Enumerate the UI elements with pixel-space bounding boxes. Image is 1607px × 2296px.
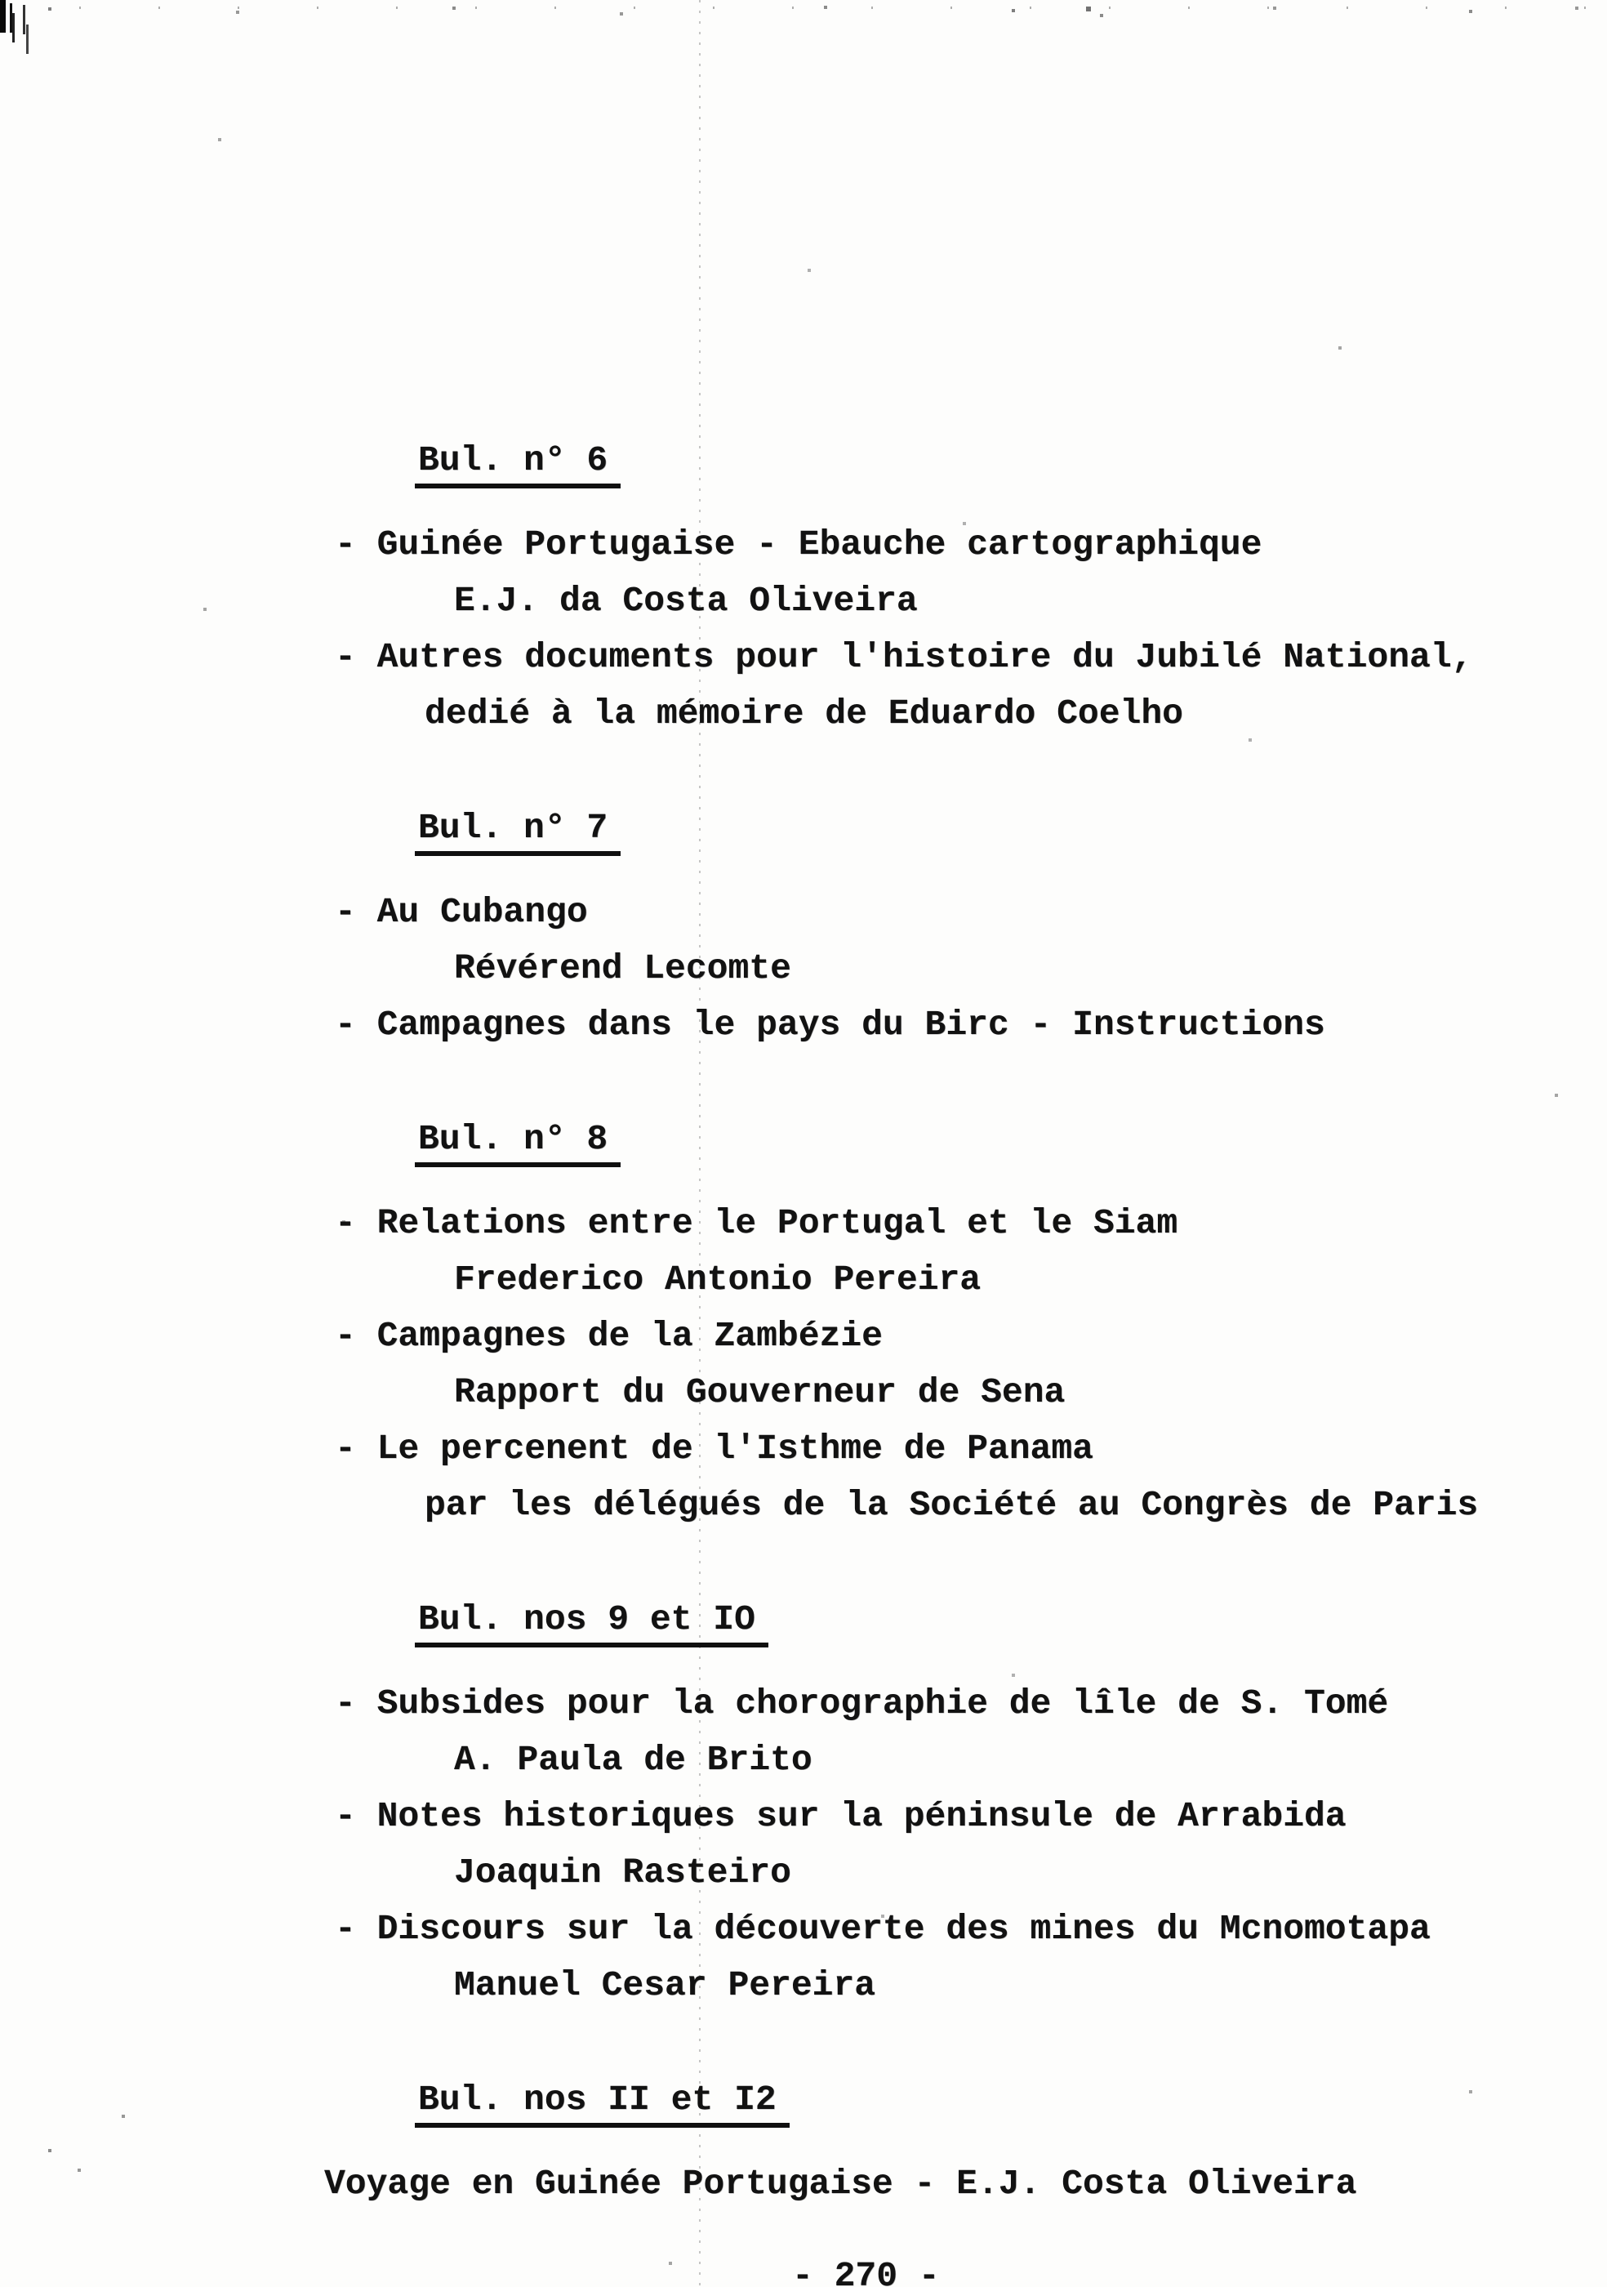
bulletin-heading-text: Bul. nos II et I2 [415,2082,790,2128]
bulletin-heading-text: Bul. n° 8 [415,1121,621,1167]
bulletin-heading [415,1121,1607,1167]
entry-line: - Discours sur la découverte des mines du Mcnomotapa [335,1909,1431,1949]
entry-line: - Notes historiques sur la péninsule de Arrabida [335,1796,1347,1836]
bulletin-heading-text: Bul. n° 7 [415,810,621,856]
bulletin-heading [415,1599,1607,1647]
bulletin-heading [415,2082,1607,2128]
bulletin-heading [415,810,1607,856]
bulletin-heading-text: Bul. n° 6 [415,443,621,488]
author-line: A. Paula de Brito [454,1740,812,1780]
entry-line: - Subsides pour la chorographie de lîle de S. Tomé [335,1683,1389,1723]
bulletin-heading-text: Bul. nos 9 et IO [415,1602,768,1647]
continuation-line: par les délégués de la Société au Congrès de Paris [425,1485,1479,1525]
entry-line: - Relations entre le Portugal et le Siam [335,1203,1178,1243]
entry-line: - Guinée Portugaise - Ebauche cartographique [335,524,1262,564]
author-line: Frederico Antonio Pereira [454,1259,982,1300]
entry-plain: Voyage en Guinée Portugaise - E.J. Costa Oliveira [324,2164,1357,2204]
author-line: Joaquin Rasteiro [454,1852,791,1893]
page-number: - 270 - [792,2256,940,2296]
author-line: E.J. da Costa Oliveira [454,581,918,621]
author-line: Révérend Lecomte [454,948,791,988]
bulletin-heading [415,440,1607,488]
continuation-line: dedié à la mémoire de Eduardo Coelho [425,693,1183,733]
entry-line: - Le percenent de l'Isthme de Panama [335,1429,1093,1469]
author-line: Manuel Cesar Pereira [454,1965,876,2005]
author-line: Rapport du Gouverneur de Sena [454,1372,1066,1412]
entry-line: - Autres documents pour l'histoire du Jubilé National, [335,637,1473,677]
entry-line: - Au Cubango [335,892,588,932]
entry-line: - Campagnes de la Zambézie [335,1316,883,1356]
entry-line: - Campagnes dans le pays du Birc - Instructions [335,1005,1325,1045]
